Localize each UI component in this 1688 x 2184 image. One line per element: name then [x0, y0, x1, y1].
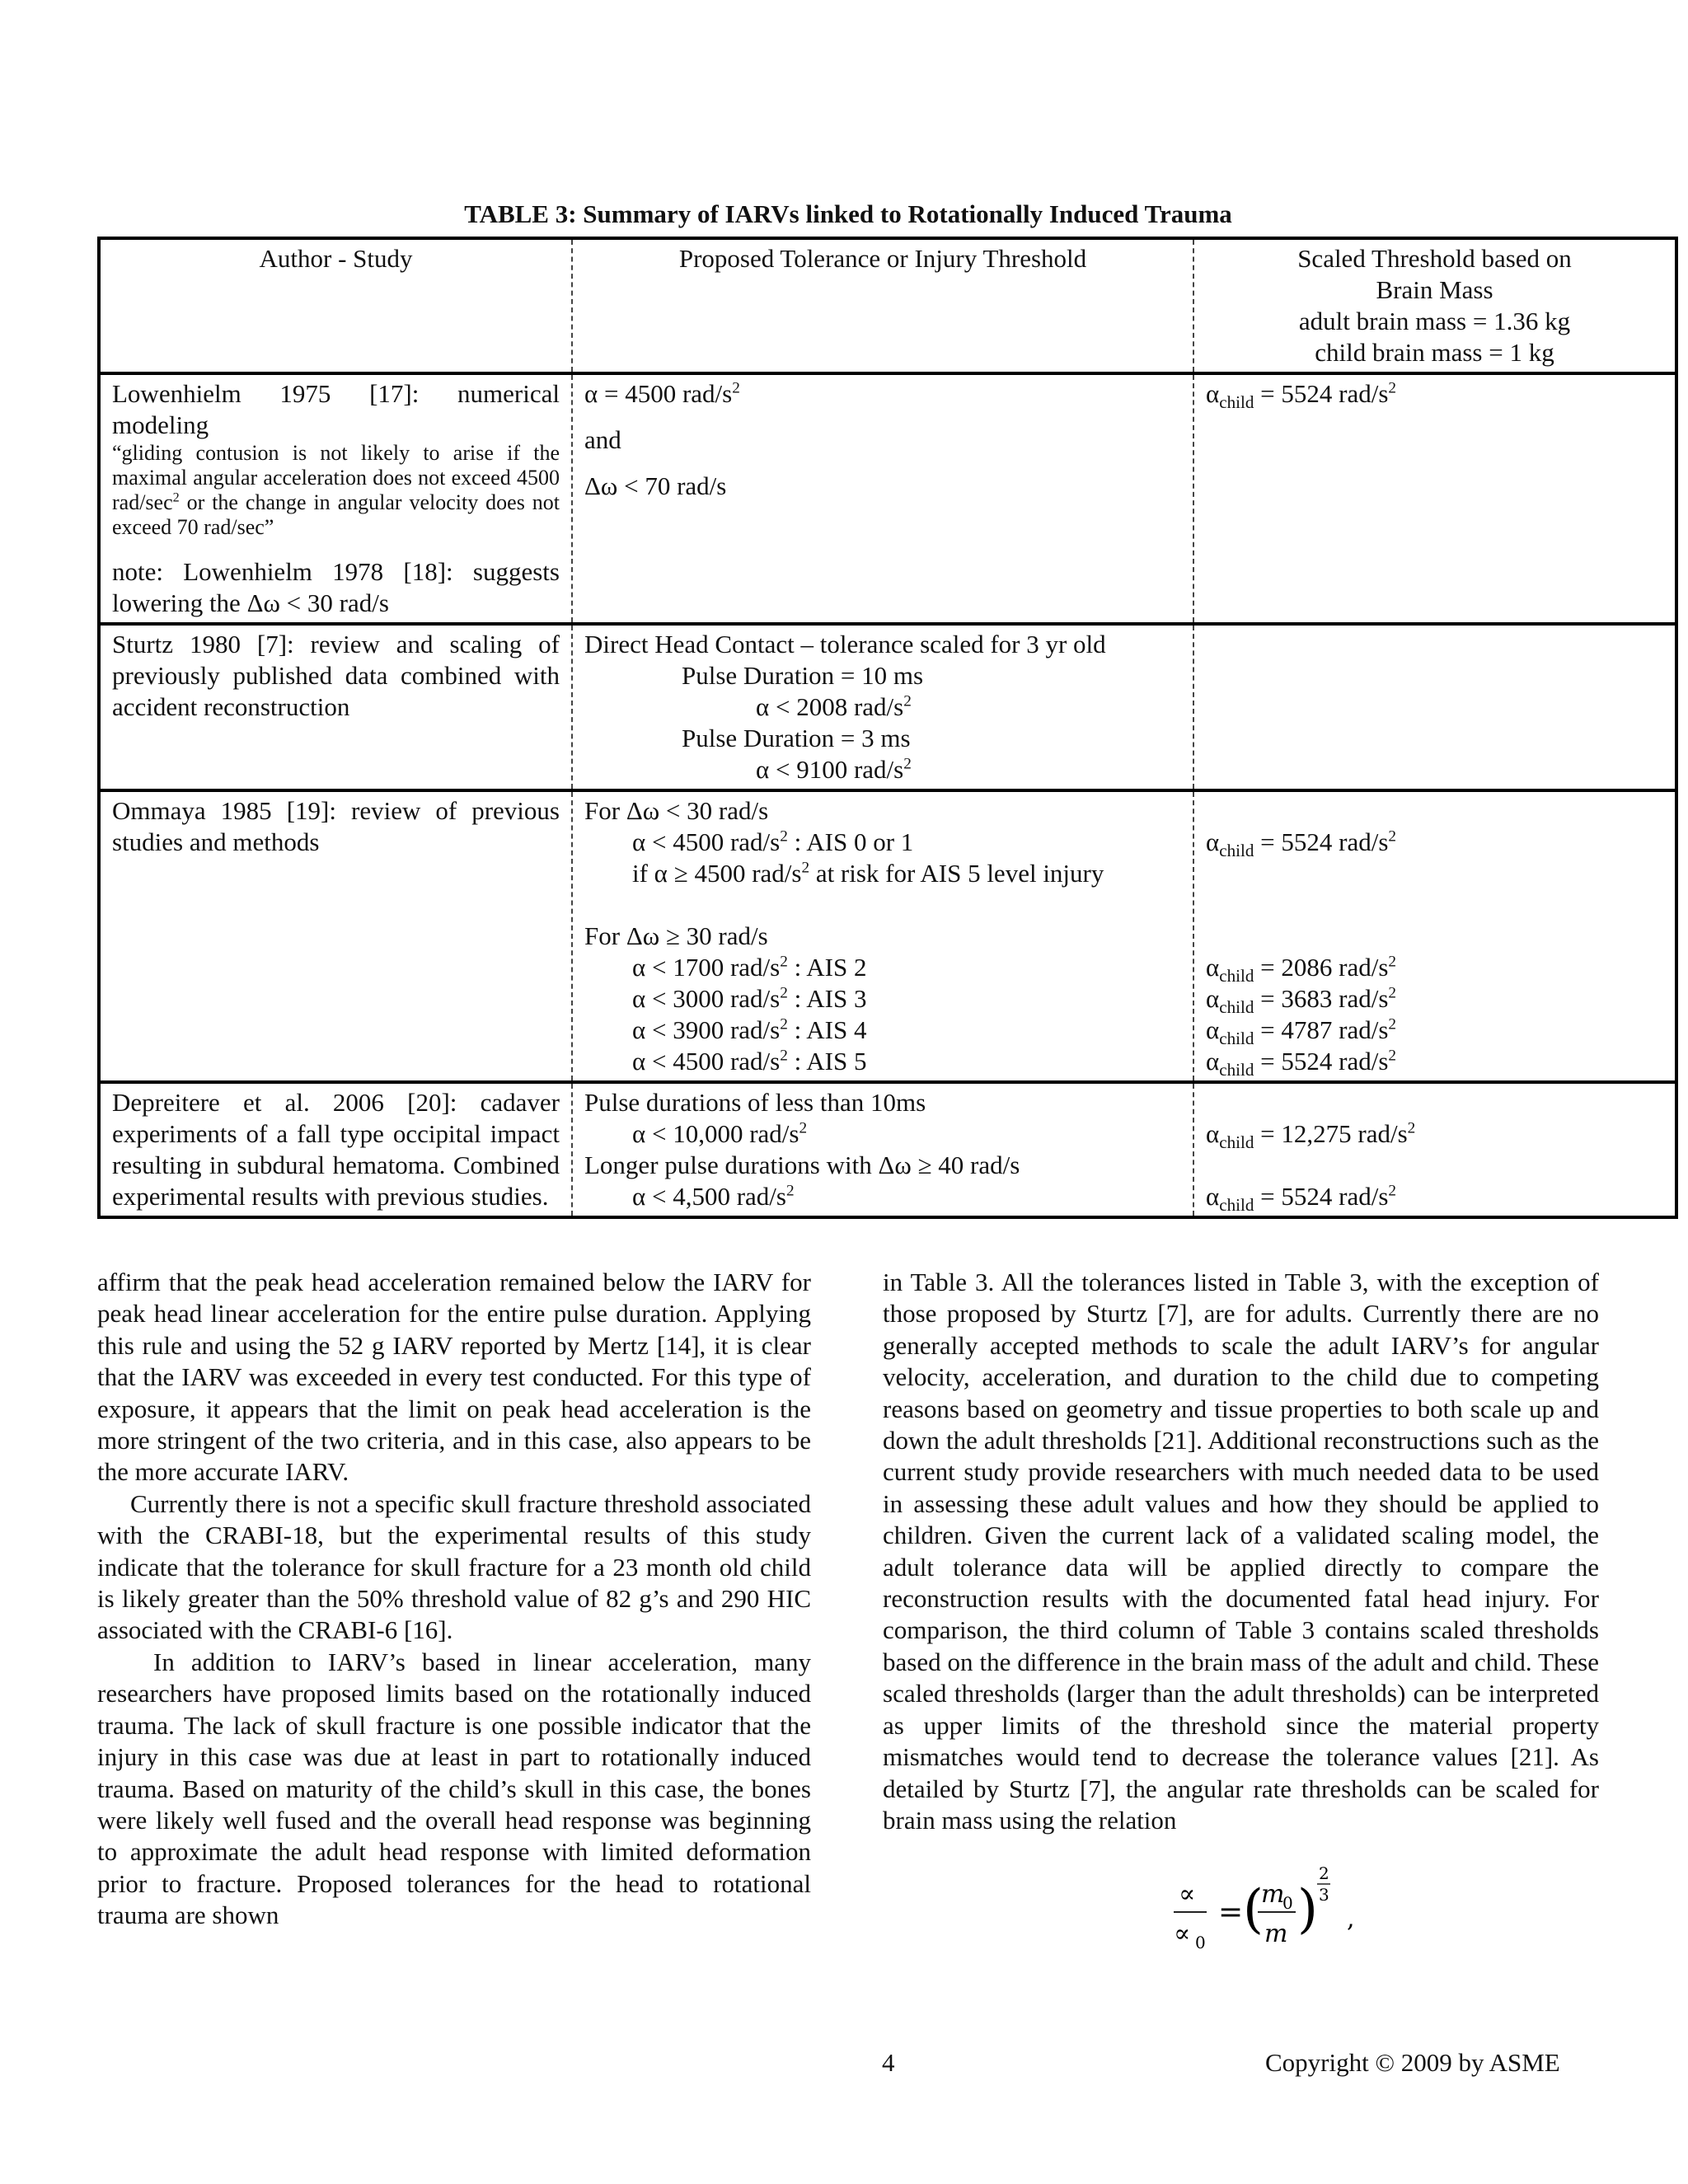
author-cell [99, 373, 572, 624]
header-author-study [99, 238, 572, 373]
scaling-equation [1170, 1861, 1368, 1967]
table-header-row [99, 238, 1676, 373]
alpha-symbol: α [1206, 827, 1220, 856]
eq-equals: = [1218, 1896, 1244, 1929]
quote-text-tail: or the change in angular velocity does not exceed 70 rad/sec” [112, 490, 560, 539]
body-left-column [97, 1267, 811, 1932]
superscript: 2 [903, 692, 912, 710]
quote-text: “gliding contusion is not likely to arise if the maximal angular acceleration does not exceed 4500 rad/sec [112, 441, 560, 514]
eq-m0-sub: 0 [1282, 1893, 1293, 1913]
tolerance-line [584, 1181, 1181, 1212]
alpha-symbol: α [1206, 1047, 1220, 1076]
subscript: child [1219, 1060, 1254, 1080]
alpha-symbol: α [1206, 984, 1220, 1013]
eq-exp-den: 3 [1319, 1885, 1329, 1905]
tolerance-line [584, 1118, 1181, 1150]
header-col1-text: Author - Study [259, 244, 413, 273]
author-quote [112, 441, 560, 540]
tolerance-text: α < 2008 rad/s [756, 692, 904, 721]
tolerance-cell [572, 624, 1193, 790]
tolerance-text-tail: : AIS 0 or 1 [787, 827, 914, 856]
scaled-cell [1193, 624, 1676, 790]
tolerance-text-tail: : AIS 2 [787, 953, 867, 982]
superscript: 2 [785, 1182, 795, 1200]
tolerance-line: Pulse Duration = 3 ms [682, 724, 911, 752]
page-number: 4 [882, 2048, 895, 2077]
table-row [99, 1082, 1676, 1217]
scaled-line [1206, 1046, 1663, 1080]
header-col3-line: Scaled Threshold based on [1297, 244, 1572, 273]
scaled-cell [1193, 790, 1676, 1082]
superscript: 2 [780, 953, 788, 971]
scaled-value: = 3683 rad/s [1254, 984, 1389, 1013]
tolerance-line: Direct Head Contact – tolerance scaled for 3 yr old [584, 630, 1106, 658]
eq-exp-num: 2 [1319, 1863, 1329, 1883]
tolerance-line [584, 1015, 1181, 1046]
tolerance-line: For Δω ≥ 30 rad/s [584, 921, 768, 950]
scaled-line [1206, 1118, 1663, 1153]
eq-numerator: ∝ [1179, 1880, 1196, 1909]
author-text: Sturtz 1980 [7]: review and scaling of previously published data combined with accident reconstruction [112, 630, 560, 721]
superscript: 2 [1388, 953, 1397, 971]
subscript: child [1219, 1029, 1254, 1049]
body-paragraph: Currently there is not a specific skull fracture threshold associated with the CRABI-18, but the experimental results of this study indicate that the tolerance for skull fracture for a 23 month old child is likely greater than the 50% threshold value of 82 g’s and 290 HIC associated with the CRABI-6 [16]. [97, 1488, 811, 1645]
table-row [99, 790, 1676, 1082]
tolerance-text: α < 4,500 rad/s [632, 1182, 786, 1211]
scaled-line [1206, 1181, 1663, 1216]
scaled-value: = 5524 rad/s [1254, 1182, 1389, 1211]
author-note: note: Lowenhielm 1978 [18]: suggests lowering the Δω < 30 rad/s [112, 557, 560, 617]
tolerance-line: Longer pulse durations with Δω ≥ 40 rad/s [584, 1151, 1020, 1179]
superscript: 2 [799, 1119, 808, 1137]
tolerance-text: α < 3900 rad/s [632, 1015, 781, 1044]
alpha-symbol: α [1206, 1015, 1220, 1044]
header-col3-line: child brain mass = 1 kg [1315, 338, 1554, 367]
tolerance-text-tail: at risk for AIS 5 level injury [809, 859, 1104, 888]
tolerance-text: α < 10,000 rad/s [632, 1119, 799, 1148]
eq-m: m [1264, 1919, 1288, 1948]
tolerance-line [584, 983, 1181, 1015]
alpha-symbol: α [1206, 379, 1220, 408]
tolerance-text: α < 1700 rad/s [632, 953, 781, 982]
scaled-value: = 5524 rad/s [1254, 827, 1389, 856]
subscript: child [1219, 841, 1254, 861]
subscript: child [1219, 997, 1254, 1018]
superscript: 2 [801, 859, 810, 877]
subscript: child [1219, 1195, 1254, 1216]
author-cell [99, 624, 572, 790]
scaled-value: = 5524 rad/s [1254, 379, 1389, 408]
tolerance-line [584, 378, 1181, 410]
superscript: 2 [1388, 1182, 1397, 1200]
eq-comma: , [1347, 1905, 1355, 1933]
tolerance-line [584, 952, 1181, 983]
header-col2-text: Proposed Tolerance or Injury Threshold [678, 244, 1087, 273]
alpha-symbol: α [1206, 953, 1220, 982]
tolerance-text: α = 4500 rad/s [584, 379, 733, 408]
tolerance-line [584, 691, 1181, 723]
alpha-symbol: α [1206, 1119, 1220, 1148]
tolerance-text: α < 4500 rad/s [632, 827, 781, 856]
scaled-value: = 5524 rad/s [1254, 1047, 1389, 1076]
body-paragraph: affirm that the peak head acceleration remained below the IARV for peak head linear acceleration for the entire pulse duration. Applying this rule and using the 52 g IARV reported by Mertz [14], it is clear that the IARV was exceeded in every test conducted. For this type of exposure, it appears that the limit on peak head acceleration is the more stringent of the two criteria, and in this case, also appears to be the more accurate IARV. [97, 1268, 811, 1487]
tolerance-line: Pulse durations of less than 10ms [584, 1088, 926, 1117]
author-text: Depreitere et al. 2006 [20]: cadaver experiments of a fall type occipital impact resulting in subdural hematoma. Combined experimental results with previous studies. [112, 1088, 560, 1211]
scaled-cell [1193, 373, 1676, 624]
table-title: TABLE 3: Summary of IARVs linked to Rotationally Induced Trauma [464, 199, 1232, 228]
subscript: child [1219, 1132, 1254, 1153]
superscript: 2 [780, 984, 788, 1002]
body-right-column [883, 1267, 1599, 1836]
author-cell [99, 1082, 572, 1217]
header-col3-line: Brain Mass [1376, 275, 1493, 304]
subscript: child [1219, 966, 1254, 987]
copyright-notice: Copyright © 2009 by ASME [1265, 2048, 1560, 2077]
superscript: 2 [1388, 1015, 1397, 1033]
superscript: 2 [732, 379, 740, 397]
subscript: child [1219, 392, 1254, 413]
tolerance-line [584, 858, 1181, 889]
scaled-line [1206, 983, 1663, 1018]
eq-denominator-sub: 0 [1195, 1933, 1206, 1952]
tolerance-text: α < 3000 rad/s [632, 984, 781, 1013]
author-text: Lowenhielm 1975 [17]: numerical modeling [112, 379, 560, 439]
body-paragraph: In addition to IARV’s based in linear acceleration, many researchers have proposed limits based on the rotationally induced trauma. The lack of skull fracture is one possible indicator that the injury in this case was due at least in part to rotationally induced trauma. Based on maturity of the child’s skull in this case, the bones were likely well fused and the overall head response was beginning to approximate the adult head response with limited deformation prior to fracture. Proposed tolerances for the head to rotational trauma are shown [97, 1647, 811, 1930]
tolerance-cell [572, 790, 1193, 1082]
scaled-line [1206, 827, 1663, 861]
header-col3-line: adult brain mass = 1.36 kg [1298, 307, 1571, 335]
superscript: 2 [1407, 1119, 1416, 1137]
alpha-symbol: α [1206, 1182, 1220, 1211]
tolerance-line [584, 827, 1181, 858]
tolerance-cell [572, 1082, 1193, 1217]
tolerance-line [584, 754, 1181, 785]
equation-graphic [1170, 1861, 1368, 1960]
scaled-value: = 2086 rad/s [1254, 953, 1389, 982]
tolerance-line [584, 1046, 1181, 1077]
superscript: 2 [780, 1047, 788, 1065]
superscript: 2 [1388, 984, 1397, 1002]
header-scaled-threshold [1193, 238, 1676, 373]
tolerance-line: and [584, 425, 621, 454]
tolerance-line: Δω < 70 rad/s [584, 471, 727, 500]
superscript: 2 [780, 827, 788, 846]
tolerance-text: α < 4500 rad/s [632, 1047, 781, 1076]
eq-right-paren: ) [1297, 1879, 1318, 1940]
tolerance-text-tail: : AIS 3 [787, 984, 867, 1013]
tolerance-text-tail: : AIS 5 [787, 1047, 867, 1076]
superscript: 2 [1388, 827, 1397, 846]
table-row [99, 624, 1676, 790]
eq-left-paren: ( [1243, 1879, 1264, 1940]
tolerance-cell [572, 373, 1193, 624]
superscript: 2 [1388, 1047, 1397, 1065]
tolerance-line: Pulse Duration = 10 ms [682, 661, 924, 690]
header-tolerance [572, 238, 1193, 373]
table-row [99, 373, 1676, 624]
author-text: Ommaya 1985 [19]: review of previous studies and methods [112, 796, 560, 856]
iarv-table [97, 237, 1678, 1219]
eq-m0: m [1261, 1880, 1285, 1909]
superscript: 2 [172, 490, 180, 505]
scaled-cell [1193, 1082, 1676, 1217]
tolerance-text-tail: : AIS 4 [787, 1015, 867, 1044]
tolerance-text: α < 9100 rad/s [756, 755, 904, 784]
scaled-value: = 12,275 rad/s [1254, 1119, 1408, 1148]
scaled-line [1206, 1015, 1663, 1049]
eq-denominator: ∝ [1174, 1919, 1191, 1948]
superscript: 2 [903, 755, 912, 773]
author-cell [99, 790, 572, 1082]
superscript: 2 [780, 1015, 788, 1033]
scaled-value: = 4787 rad/s [1254, 1015, 1389, 1044]
body-paragraph: in Table 3. All the tolerances listed in Table 3, with the exception of those proposed by Sturtz [7], are for adults. Currently there are no generally accepted methods to scale the adult IARV’s for angular velocity, acceleration, and duration to the child due to competing reasons based on geometry and tissue properties to both scale up and down the adult thresholds [21]. Additional reconstructions such as the current study provide researchers with much needed data to be used in assessing these adult values and how they should be applied to children. Given the current lack of a validated scaling model, the adult tolerance data will be applied directly to compare the reconstruction results with the documented fatal head injury. For comparison, the third column of Table 3 contains scaled thresholds based on the difference in the brain mass of the adult and child. These scaled thresholds (larger than the adult thresholds) can be interpreted as upper limits of the threshold since the material property mismatches would tend to decrease the tolerance values [21]. As detailed by Sturtz [7], the angular rate thresholds can be scaled for brain mass using the relation [883, 1268, 1599, 1835]
scaled-line [1206, 952, 1663, 987]
superscript: 2 [1388, 379, 1397, 397]
tolerance-line: For Δω < 30 rad/s [584, 796, 769, 825]
scaled-line [1206, 378, 1663, 413]
tolerance-text: if α ≥ 4500 rad/s [632, 859, 802, 888]
